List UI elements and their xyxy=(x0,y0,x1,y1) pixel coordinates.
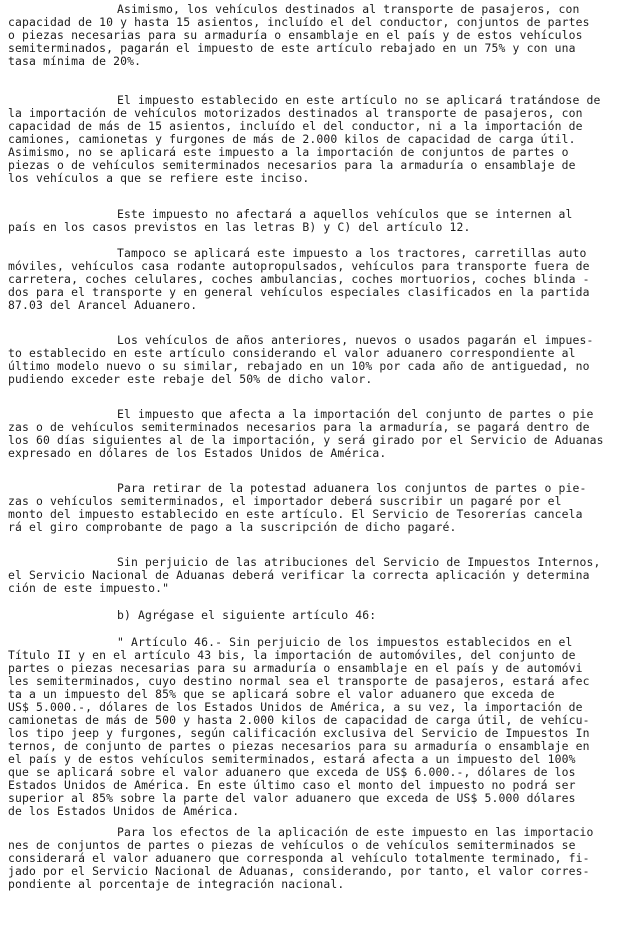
text-line: camiones, camionetas y furgones de más de 2.000 kilos de capacidad de carga útil. xyxy=(8,132,576,146)
text-line: los vehículos a que se refiere este inciso. xyxy=(8,171,310,185)
text-line: monto del impuesto establecido en este artículo. El Servicio de Tesorerías cancela xyxy=(8,507,583,521)
text-line: jado por el Servicio Nacional de Aduanas, considerando, por tanto, el valor corres- xyxy=(8,864,590,878)
text-line: rá el giro comprobante de pago a la suscripción de dicho pagaré. xyxy=(8,520,457,534)
text-line: capacidad de más de 15 asientos, incluído el del conductor, ni a la importación de xyxy=(8,119,583,133)
text-line: El impuesto establecido en este artículo no se aplicará tratándose de xyxy=(117,93,601,107)
text-line: les semiterminados, cuyo destino normal sea el transporte de pasajeros, estará afec xyxy=(8,674,590,688)
text-line: nes de conjuntos de partes o piezas de vehículos o de vehículos semiterminados se xyxy=(8,838,576,852)
text-line: camionetas de más de 500 y hasta 2.000 kilos de capacidad de carga útil, de vehícu- xyxy=(8,713,590,727)
text-line: país en los casos previstos en las letras B) y C) del artículo 12. xyxy=(8,220,471,234)
text-line: Para retirar de la potestad aduanera los conjuntos de partes o pie- xyxy=(117,481,587,495)
text-line: los 60 días siguientes al de la importación, y será girado por el Servicio de Aduanas xyxy=(8,433,604,447)
text-line: Tampoco se aplicará este impuesto a los tractores, carretillas auto xyxy=(117,246,587,260)
text-line: Estados Unidos de América. En este último caso el monto del impuesto no podrá ser xyxy=(8,778,576,792)
text-line: Título II y en el artículo 43 bis, la importación de automóviles, del conjunto de xyxy=(8,648,576,662)
text-line: ción de este impuesto." xyxy=(8,581,170,595)
text-line: la importación de vehículos motorizados destinados al transporte de pasajeros, con xyxy=(8,106,583,120)
text-line: superior al 85% sobre la parte del valor aduanero que exceda de US$ 5.000 dólares xyxy=(8,791,576,805)
text-line: considerará el valor aduanero que corresponda al vehículo totalmente terminado, fi- xyxy=(8,851,590,865)
text-line: semiterminados, pagarán el impuesto de este artículo rebajado en un 75% y con una xyxy=(8,41,576,55)
text-line: Sin perjuicio de las atribuciones del Servicio de Impuestos Internos, xyxy=(117,555,601,569)
text-line: expresado en dólares de los Estados Unidos de América. xyxy=(8,446,387,460)
text-line: pudiendo exceder este rebaje del 50% de dicho valor. xyxy=(8,372,373,386)
text-line: Los vehículos de años anteriores, nuevos o usados pagarán el impues- xyxy=(117,333,594,347)
text-line: piezas o de vehículos semiterminados necesarios para la armaduría o ensamblaje de xyxy=(8,158,576,172)
text-line: El impuesto que afecta a la importación del conjunto de partes o pie xyxy=(117,407,594,421)
text-line: Para los efectos de la aplicación de este impuesto en las importacio xyxy=(117,825,594,839)
text-line: de los Estados Unidos de América. xyxy=(8,804,240,818)
text-line: zas o de vehículos semiterminados necesarios para la armaduría, se pagará dentro de xyxy=(8,420,590,434)
text-line: partes o piezas necesarias para su armaduría o ensamblaje en el país y de automóvi xyxy=(8,661,583,675)
text-line: dos para el transporte y en general vehículos especiales clasificados en la partida xyxy=(8,285,590,299)
text-line: ta a un impuesto del 85% que se aplicará sobre el valor aduanero que exceda de xyxy=(8,687,555,701)
text-line: zas o vehículos semiterminados, el importador deberá suscribir un pagaré por el xyxy=(8,494,562,508)
text-line: pondiente al porcentaje de integración nacional. xyxy=(8,877,345,891)
text-line: US$ 5.000.-, dólares de los Estados Unidos de América, a su vez, la importación de xyxy=(8,700,583,714)
text-line: carretera, coches celulares, coches ambulancias, coches mortuorios, coches blinda - xyxy=(8,272,590,286)
text-line: " Artículo 46.- Sin perjuicio de los impuestos establecidos en el xyxy=(117,635,573,649)
text-line: el Servicio Nacional de Aduanas deberá verificar la correcta aplicación y determina xyxy=(8,568,590,582)
text-line: móviles, vehículos casa rodante autopropulsados, vehículos para transporte fuera de xyxy=(8,259,590,273)
text-line: ternos, de conjunto de partes o piezas necesarios para su armaduría o ensamblaje en xyxy=(8,739,590,753)
text-line: que se aplicará sobre el valor aduanero que exceda de US$ 6.000.-, dólares de los xyxy=(8,765,576,779)
text-line: tasa mínima de 20%. xyxy=(8,54,142,68)
text-line: b) Agrégase el siguiente artículo 46: xyxy=(117,608,377,622)
text-line: o piezas necesarias para su armaduría o ensamblaje en el país y de estos vehículos xyxy=(8,28,583,42)
text-line: Asimismo, no se aplicará este impuesto a la importación de conjuntos de partes o xyxy=(8,145,569,159)
text-line: 87.03 del Arancel Aduanero. xyxy=(8,298,198,312)
text-line: los tipo jeep y furgones, según calificación exclusiva del Servicio de Impuestos In xyxy=(8,726,590,740)
text-line: Este impuesto no afectará a aquellos vehículos que se internen al xyxy=(117,207,573,221)
text-line: último modelo nuevo o su similar, rebajado en un 10% por cada año de antiguedad, no xyxy=(8,359,590,373)
text-line: to establecido en este artículo considerando el valor aduanero correspondiente al xyxy=(8,346,576,360)
text-line: el país y de estos vehículos semiterminados, estará afecta a un impuesto del 100% xyxy=(8,752,576,766)
text-line: Asimismo, los vehículos destinados al transporte de pasajeros, con xyxy=(117,2,580,16)
text-line: capacidad de 10 y hasta 15 asientos, incluído el del conductor, conjuntos de partes xyxy=(8,15,590,29)
